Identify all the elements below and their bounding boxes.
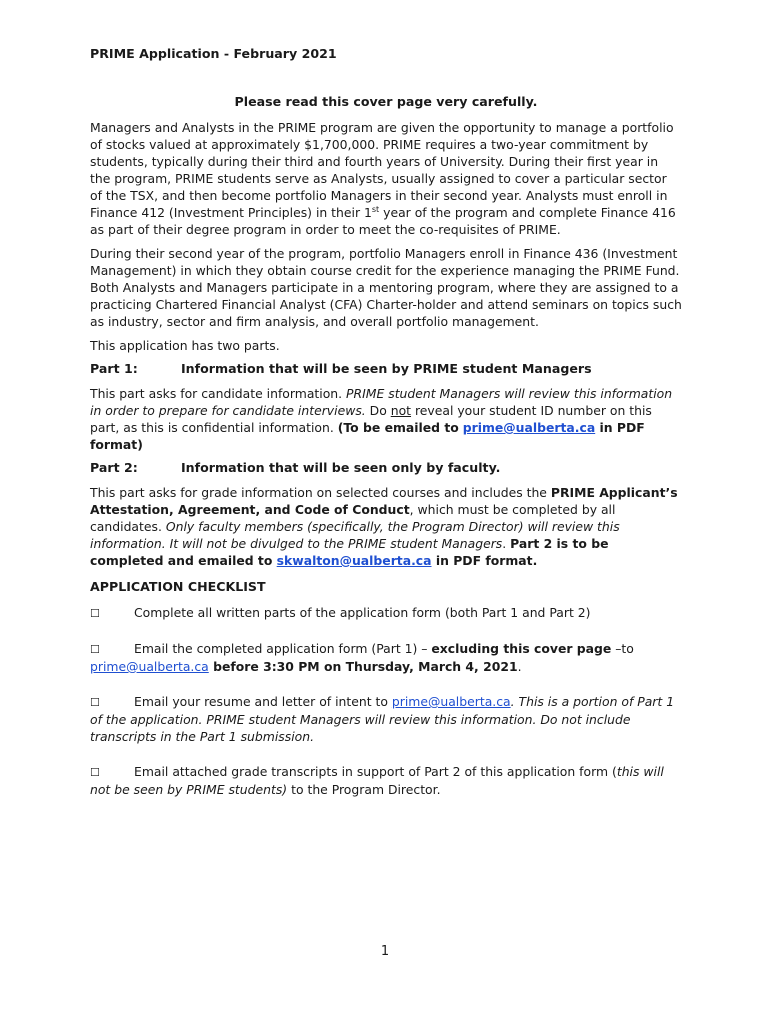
document-title: PRIME Application - February 2021	[90, 46, 337, 61]
part2-heading	[90, 460, 682, 476]
email-link-skwalton[interactable]: skwalton@ualberta.ca	[276, 553, 432, 568]
bold-text: Part 2 is to be completed and emailed to	[90, 536, 609, 568]
bold-text: (To be emailed to	[337, 420, 459, 435]
text: to the Program Director.	[287, 782, 441, 797]
cover-heading: Please read this cover page very carefully.	[234, 94, 538, 109]
checklist-item-4	[90, 763, 682, 798]
text: This part asks for candidate information.	[90, 386, 347, 401]
superscript: st	[371, 204, 380, 214]
part1-title: Information that will be seen by PRIME student Managers	[181, 361, 592, 376]
intro-text: year of the program and complete Finance 416 as part of their degree program in order to meet the co-requisites of PRIME.	[90, 205, 676, 237]
checkbox-icon[interactable]: ☐	[90, 766, 100, 779]
checklist-item-2	[90, 640, 682, 675]
checkbox-icon[interactable]: ☐	[90, 643, 100, 656]
checklist-item-1	[90, 604, 682, 622]
part2-number: Part 2:	[90, 460, 138, 475]
text: Complete all written parts of the application form (both Part 1 and Part 2)	[134, 605, 591, 620]
email-link-prime[interactable]: prime@ualberta.ca	[462, 420, 596, 435]
italic-text: . This is a portion of Part 1 of the application. PRIME student Managers will review this information. Do not include transcripts in the Part 1 submission.	[90, 694, 675, 744]
text: Email attached grade transcripts in support of Part 2 of this application form (	[134, 764, 617, 779]
text: , which must be completed by all candidates.	[90, 502, 616, 534]
text: Email your resume and letter of intent to	[134, 694, 392, 709]
part2-paragraph	[90, 484, 682, 569]
part1-paragraph	[90, 385, 682, 453]
part1-heading	[90, 361, 682, 377]
text: Email the completed application form (Part 1) –	[134, 641, 432, 656]
checklist-item-3	[90, 693, 682, 745]
part2-title: Information that will be seen only by faculty.	[181, 460, 501, 475]
bold-text: excluding this cover page	[431, 641, 612, 656]
italic-text: Only faculty members (specifically, the Program Director) will review this information. It will not be divulged to the PRIME student Managers	[90, 519, 620, 551]
bold-text: in PDF format.	[431, 553, 538, 568]
email-link-prime[interactable]: prime@ualberta.ca	[90, 659, 209, 674]
intro-paragraph-2: During their second year of the program, portfolio Managers enroll in Finance 436 (Investment Management) in which they obtain course credit for the experience managing the PRIME Fund. Both Analysts and Managers participate in a mentoring program, where they are assigned to a practicing Chartered Financial Analyst (CFA) Charter-holder and attend seminars on topics such as industry, sector and firm analysis, and overall portfolio management.	[90, 246, 682, 329]
bold-text: before 3:30 PM on Thursday, March 4, 2021	[208, 659, 518, 674]
intro-text: Managers and Analysts in the PRIME program are given the opportunity to manage a portfolio of stocks valued at approximately $1,700,000. PRIME requires a two-year commitment by students, typically during their third and fourth years of University. During their first year in the program, PRIME students serve as Analysts, usually assigned to cover a particular sector of the TSX, and then become portfolio Managers in their second year. Analysts must enroll in Finance 412 (Investment Principles) in their 1	[90, 120, 674, 220]
intro-paragraph-3: This application has two parts.	[90, 338, 280, 353]
checklist-title: APPLICATION CHECKLIST	[90, 579, 266, 594]
underline-text: not	[390, 403, 412, 418]
bold-text: PRIME Applicant’s Attestation, Agreement, and Code of Conduct	[90, 485, 678, 517]
checkbox-icon[interactable]: ☐	[90, 696, 100, 709]
text: .	[502, 536, 511, 551]
bold-text: in PDF format)	[90, 420, 645, 452]
part1-number: Part 1:	[90, 361, 138, 376]
text: This part asks for grade information on selected courses and includes the	[90, 485, 551, 500]
text: –to	[611, 641, 634, 656]
checkbox-icon[interactable]: ☐	[90, 607, 100, 620]
email-link-prime[interactable]: prime@ualberta.ca	[391, 694, 511, 709]
text: reveal your student ID number on this part, as this is confidential information.	[90, 403, 652, 435]
text: .	[517, 659, 522, 674]
text: Do	[365, 403, 391, 418]
intro-paragraph-1	[90, 119, 682, 238]
page-number: 1	[380, 944, 390, 959]
italic-text: this will not be seen by PRIME students)	[90, 764, 664, 797]
italic-text: PRIME student Managers will review this information in order to prepare for candidate interviews.	[90, 386, 673, 418]
